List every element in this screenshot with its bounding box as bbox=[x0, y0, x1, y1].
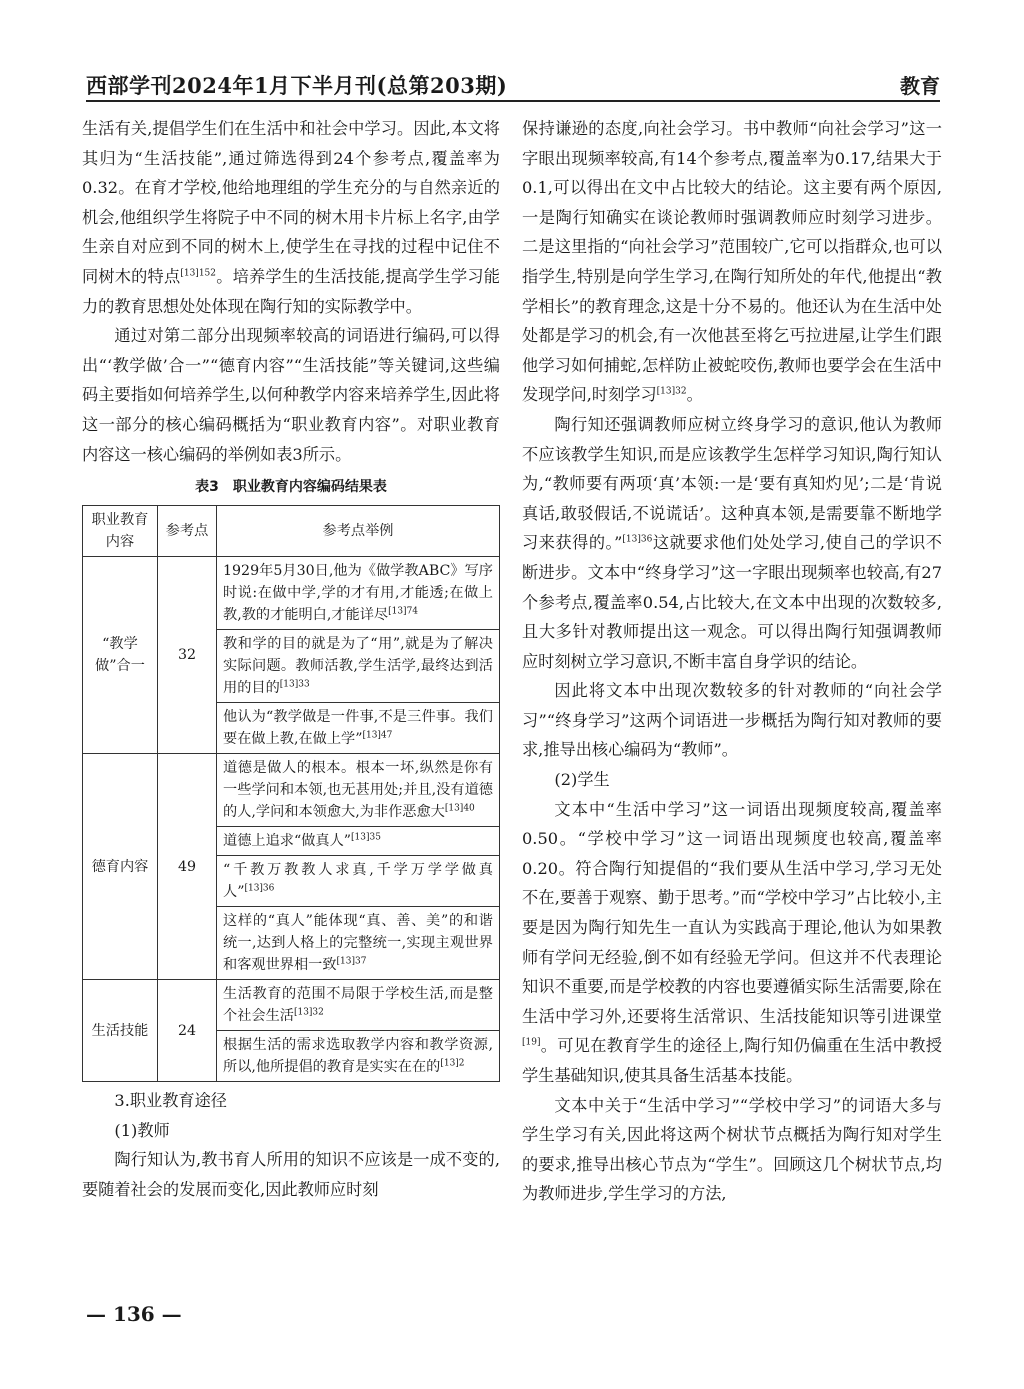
paragraph: 陶行知认为,教书育人所用的知识不应该是一成不变的,要随着社会的发展而变化,因此教师应时刻 bbox=[82, 1150, 500, 1199]
example-cell: “千教万教教人求真,千学万学学做真人”$^{[13]36}$ bbox=[217, 856, 500, 907]
count-cell: 32 bbox=[158, 557, 217, 754]
example-cell: 道德上追求“做真人”$^{[13]35}$ bbox=[217, 827, 500, 856]
table-header-cell: 参考点举例 bbox=[217, 506, 500, 557]
left-column bbox=[82, 114, 500, 1205]
subsection-heading: (2)学生 bbox=[554, 770, 610, 790]
table-header-cell: 参考点 bbox=[158, 506, 217, 557]
paragraph: 陶行知还强调教师应树立终身学习的意识,他认为教师不应该教学生知识,而是应该教学生怎样学习知识,陶行知认为,“教师要有两项‘真’本领:一是‘要有真知灼见’;二是‘肯说真话,敢驳假话,不说谎话’。这种真本领,是需要靠不断地学习来获得的。”$^{[13]36}$这就要求他们处处学习,使自己的学识不断进步。文本中“终身学习”这一字眼出现频率也较高,有27个参考点,覆盖率0.54,占比较大,在文本中出现的次数较多,且大多针对教师提出这一观念。可以得出陶行知强调教师应时刻树立学习意识,不断丰富自身学识的结论。 bbox=[522, 414, 942, 671]
section-heading: 3.职业教育途径 bbox=[114, 1091, 227, 1111]
example-cell: 他认为“教学做是一件事,不是三件事。我们要在做上教,在做上学”$^{[13]47}$ bbox=[217, 703, 500, 754]
paragraph: 因此将文本中出现次数较多的针对教师的“向社会学习”“终身学习”这两个词语进一步概括为陶行知对教师的要求,推导出核心编码为“教师”。 bbox=[522, 681, 942, 760]
paragraph: 文本中“生活中学习”这一词语出现频度较高,覆盖率0.50。“学校中学习”这一词语出现频度也较高,覆盖率0.20。符合陶行知提倡的“我们要从生活中学习,学习无处不在,要善于观察、勤于思考。”而“学校中学习”占比较小,主要是因为陶行知先生一直认为实践高于理论,他认为如果教师有学问无经验,倒不如有经验无学问。但这并不代表理论知识不重要,而是学校教的内容也要遵循实际生活需要,除在生活中学习外,还要将生活常识、生活技能知识等引进课堂[19]。可见在教育学生的途径上,陶行知仍偏重在生活中教授学生基础知识,使其具备生活基本技能。 bbox=[522, 799, 942, 1085]
paragraph: 保持谦逊的态度,向社会学习。书中教师“向社会学习”这一字眼出现频率较高,有14个参考点,覆盖率为0.17,结果大于0.1,可以得出在文中占比较大的结论。这主要有两个原因,一是陶行知确实在谈论教师时强调教师应时刻学习进步。二是这里指的“向社会学习”范围较广,它可以指群众,也可以指学生,特别是向学生学习,在陶行知所处的年代,他提出“教学相长”的教育理念,这是十分不易的。他还认为在生活中处处都是学习的机会,有一次他甚至将乞丐拉进屋,让学生们跟他学习如何捕蛇,怎样防止被蛇咬伤,教师也要学会在生活中发现学问,时刻学习$^{[13]32}$。 bbox=[522, 119, 942, 405]
citation: [19] bbox=[522, 1038, 541, 1049]
paragraph: 通过对第二部分出现频率较高的词语进行编码,可以得出“‘教学做’合一”“德育内容”“生活技能”等关键词,这些编码主要指如何培养学生,以何种教学内容来培养学生,因此将这一部分的核心编码概括为“职业教育内容”。对职业教育内容这一核心编码的举例如表3所示。 bbox=[82, 326, 500, 464]
table-caption: 表3 职业教育内容编码结果表 bbox=[195, 479, 387, 496]
example-cell: 生活教育的范围不局限于学校生活,而是整个社会生活$^{[13]32}$ bbox=[217, 980, 500, 1031]
table-row bbox=[83, 557, 500, 630]
citation: [13]152 bbox=[180, 268, 216, 279]
subsection-heading: (1)教师 bbox=[114, 1120, 170, 1140]
count-cell: 49 bbox=[158, 754, 217, 980]
example-cell: 这样的“真人”能体现“真、善、美”的和谐统一,达到人格上的完整统一,实现主观世界和客观世界相一致$^{[13]37}$ bbox=[217, 907, 500, 980]
category-cell: 生活技能 bbox=[83, 980, 158, 1082]
count-cell: 24 bbox=[158, 980, 217, 1082]
citation: [13]32 bbox=[656, 386, 687, 397]
right-column bbox=[522, 114, 942, 1209]
paragraph: 文本中关于“生活中学习”“学校中学习”的词语大多与学生学习有关,因此将这两个树状节点概括为陶行知对学生的要求,推导出核心节点为“学生”。回顾这几个树状节点,均为教师进步,学生学习的方法, bbox=[522, 1095, 942, 1204]
journal-title: 西部学刊2024年1月下半月刊(总第203期) bbox=[86, 73, 508, 98]
example-cell: 教和学的目的就是为了“用”,就是为了解决实际问题。教师活教,学生活学,最终达到活用的目的$^{[13]33}$ bbox=[217, 630, 500, 703]
example-cell: 根据生活的需求选取教学内容和教学资源,所以,他所提倡的教育是实实在在的$^{[13]2}$ bbox=[217, 1031, 500, 1082]
table-row bbox=[83, 980, 500, 1031]
coding-table bbox=[82, 505, 500, 1082]
page-header bbox=[86, 70, 940, 100]
table-row bbox=[83, 754, 500, 827]
section-name: 教育 bbox=[900, 74, 940, 98]
example-cell: 1929年5月30日,他为《做学教ABC》写序时说:在做中学,学的才有用,才能透;在做上教,教的才能明白,才能详尽$^{[13]74}$ bbox=[217, 557, 500, 630]
example-cell: 道德是做人的根本。根本一坏,纵然是你有一些学问和本领,也无甚用处;并且,没有道德的人,学问和本领愈大,为非作恶愈大$^{[13]40}$ bbox=[217, 754, 500, 827]
page-number: — 136 — bbox=[86, 1302, 182, 1326]
header-rule bbox=[86, 100, 940, 102]
citation: [13]36 bbox=[622, 534, 653, 545]
table-header-cell: 职业教育内容 bbox=[83, 506, 158, 557]
category-cell: “教学做”合一 bbox=[83, 557, 158, 754]
category-cell: 德育内容 bbox=[83, 754, 158, 980]
paragraph: 生活有关,提倡学生们在生活中和社会中学习。因此,本文将其归为“生活技能”,通过筛选得到24个参考点,覆盖率为0.32。在育才学校,他给地理组的学生充分的与自然亲近的机会,他组织学生将院子中不同的树木用卡片标上名字,由学生亲自对应到不同的树木上,使学生在寻找的过程中记住不同树木的特点$^{[13]152}$。培养学生的生活技能,提高学生学习能力的教育思想处处体现在陶行知的实际教学中。 bbox=[82, 119, 500, 316]
table-header-row bbox=[83, 506, 500, 557]
